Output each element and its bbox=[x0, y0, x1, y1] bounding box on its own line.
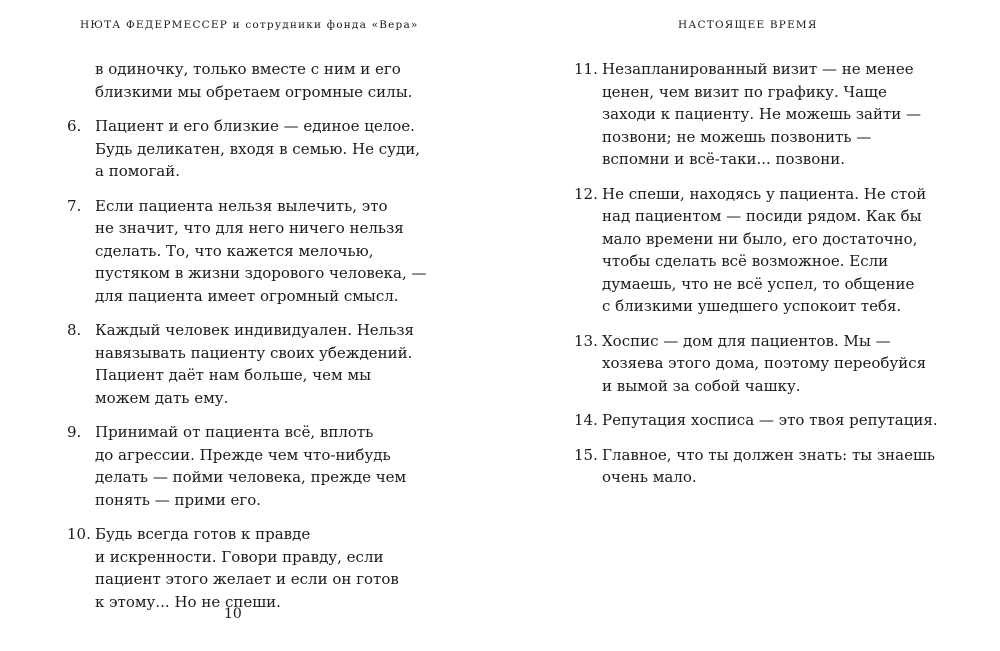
text-line: Пациент и его близкие — единое целое. bbox=[95, 117, 415, 135]
text-line: близкими мы обретаем огромные силы. bbox=[95, 82, 413, 101]
text-line: чтобы сделать всё возможное. Если bbox=[602, 252, 889, 270]
left-page-body bbox=[67, 58, 427, 613]
item-number: 12. bbox=[574, 184, 598, 203]
text-line: над пациентом — посиди рядом. Как бы bbox=[602, 207, 922, 225]
text-line: пустяком в жизни здорового человека, — bbox=[95, 264, 427, 282]
right-page bbox=[500, 0, 1000, 651]
text-line: понять — прими его. bbox=[95, 490, 262, 509]
item-number: 10. bbox=[67, 525, 91, 543]
text-line: хозяева этого дома, поэтому переобуйся bbox=[602, 354, 927, 372]
text-line: до агрессии. Прежде чем что-нибудь bbox=[95, 445, 391, 464]
list-item bbox=[574, 444, 936, 489]
text-line: Будь всегда готов к правде bbox=[95, 525, 311, 543]
item-number: 6. bbox=[67, 117, 82, 135]
text-line: не значит, что для него ничего нельзя bbox=[95, 219, 404, 237]
item-number: 14. bbox=[574, 411, 598, 429]
item-number: 13. bbox=[574, 331, 598, 350]
list-item bbox=[574, 58, 922, 171]
text-line: к этому... Но не спеши. bbox=[95, 592, 281, 611]
text-line: Не спеши, находясь у пациента. Не стой bbox=[602, 184, 927, 203]
text-line: мало времени ни было, его достаточно, bbox=[602, 229, 918, 248]
text-line: вспомни и всё-таки... позвони. bbox=[602, 150, 845, 168]
list-item bbox=[574, 183, 927, 318]
text-line: в одиночку, только вместе с ним и его bbox=[95, 60, 401, 78]
text-line: можем дать ему. bbox=[95, 388, 229, 407]
item-number: 9. bbox=[67, 423, 82, 441]
list-item bbox=[67, 421, 407, 511]
text-line: думаешь, что не всё успел, то общение bbox=[602, 274, 915, 293]
list-item bbox=[574, 409, 938, 432]
list-item bbox=[67, 115, 420, 183]
item-number: 7. bbox=[67, 196, 82, 215]
text-line: Хоспис — дом для пациентов. Мы — bbox=[602, 331, 891, 350]
text-line: Если пациента нельзя вылечить, это bbox=[95, 196, 388, 215]
text-line: Репутация хосписа — это твоя репутация. bbox=[602, 411, 938, 429]
item-number: 15. bbox=[574, 445, 598, 464]
list-item bbox=[67, 195, 427, 308]
text-line: позвони; не можешь позвонить — bbox=[602, 127, 872, 146]
text-line: пациент этого желает и если он готов bbox=[95, 570, 399, 588]
continuation-paragraph bbox=[95, 58, 413, 103]
list-item bbox=[574, 330, 927, 398]
item-number: 11. bbox=[574, 60, 598, 78]
text-line: с близкими ушедшего успокоит тебя. bbox=[602, 297, 902, 315]
list-item bbox=[67, 523, 407, 613]
text-line: Будь деликатен, входя в семью. Не суди, bbox=[95, 139, 420, 158]
text-line: ценен, чем визит по графику. Чаще bbox=[602, 82, 887, 101]
page-number: 10 bbox=[224, 606, 242, 622]
text-line: и искренности. Говори правду, если bbox=[95, 547, 384, 566]
right-page-body bbox=[574, 58, 938, 489]
text-line: Главное, что ты должен знать: ты знаешь bbox=[602, 445, 936, 464]
text-line: и вымой за собой чашку. bbox=[602, 376, 801, 395]
text-line: очень мало. bbox=[602, 468, 697, 486]
text-line: для пациента имеет огромный смысл. bbox=[95, 286, 399, 305]
text-line: Принимай от пациента всё, вплоть bbox=[95, 423, 374, 441]
left-running-head: НЮТА ФЕДЕРМЕССЕР и сотрудники фонда «Вера» bbox=[80, 19, 419, 31]
text-line: Каждый человек индивидуален. Нельзя bbox=[95, 321, 415, 339]
text-line: а помогай. bbox=[95, 162, 181, 180]
right-running-head: НАСТОЯЩЕЕ ВРЕМЯ bbox=[678, 19, 818, 31]
text-line: сделать. То, что кажется мелочью, bbox=[95, 241, 374, 260]
text-line: заходи к пациенту. Не можешь зайти — bbox=[602, 105, 922, 123]
item-number: 8. bbox=[67, 321, 82, 339]
text-line: делать — пойми человека, прежде чем bbox=[95, 468, 407, 486]
text-line: навязывать пациенту своих убеждений. bbox=[95, 343, 413, 362]
text-line: Пациент даёт нам больше, чем мы bbox=[95, 366, 372, 384]
list-item bbox=[67, 319, 415, 409]
text-line: Незапланированный визит — не менее bbox=[602, 60, 914, 78]
